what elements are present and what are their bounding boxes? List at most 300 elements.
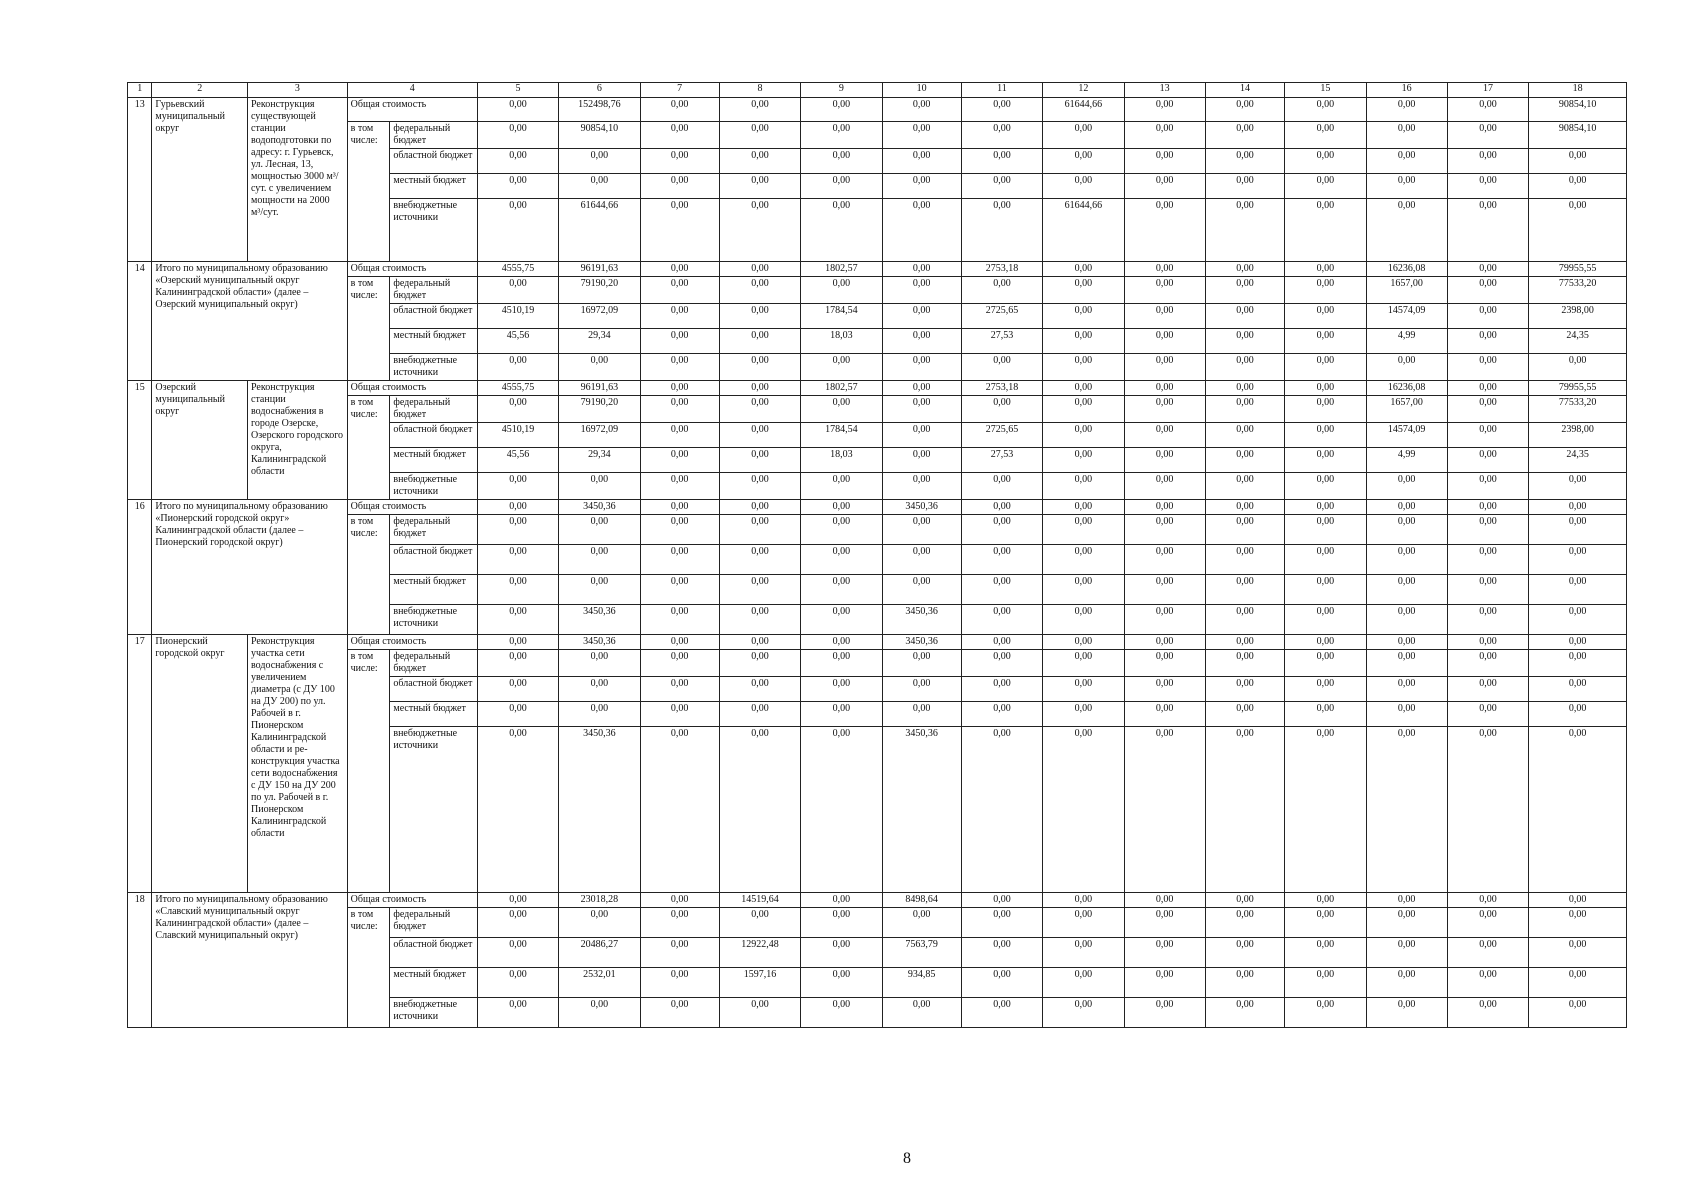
value-cell: 0,00	[640, 545, 719, 575]
municipality-name: Пионерский городской округ	[152, 635, 248, 893]
value-cell: 0,00	[1205, 545, 1284, 575]
value-cell: 0,00	[1124, 262, 1205, 277]
value-cell: 0,00	[640, 423, 719, 448]
column-number: 1	[128, 83, 152, 98]
value-cell: 0,00	[719, 98, 800, 122]
value-cell: 0,00	[640, 650, 719, 677]
value-cell: 27,53	[961, 448, 1042, 473]
value-cell: 0,00	[1124, 122, 1205, 149]
value-cell: 152498,76	[559, 98, 640, 122]
value-cell: 0,00	[961, 199, 1042, 262]
value-cell: 0,00	[640, 304, 719, 329]
value-cell: 0,00	[1205, 605, 1284, 635]
value-cell: 0,00	[1205, 149, 1284, 174]
value-cell: 0,00	[1043, 149, 1124, 174]
value-cell: 0,00	[1447, 149, 1528, 174]
value-cell: 18,03	[801, 448, 882, 473]
funding-source-label: федеральный бюджет	[390, 650, 477, 677]
value-cell: 0,00	[719, 448, 800, 473]
value-cell: 0,00	[1529, 473, 1627, 500]
value-cell: 2753,18	[961, 381, 1042, 396]
value-cell: 0,00	[1043, 277, 1124, 304]
value-cell: 0,00	[559, 702, 640, 727]
value-cell: 0,00	[1124, 473, 1205, 500]
value-cell: 0,00	[801, 702, 882, 727]
value-cell: 0,00	[1124, 545, 1205, 575]
value-cell: 4555,75	[477, 381, 558, 396]
value-cell: 0,00	[477, 938, 558, 968]
value-cell: 0,00	[1043, 473, 1124, 500]
value-cell: 0,00	[1205, 650, 1284, 677]
value-cell: 0,00	[882, 515, 961, 545]
value-cell: 0,00	[801, 727, 882, 893]
table-row	[128, 277, 1627, 304]
value-cell: 0,00	[1285, 122, 1366, 149]
value-cell: 0,00	[1366, 727, 1447, 893]
value-cell: 0,00	[1285, 500, 1366, 515]
value-cell: 0,00	[1124, 998, 1205, 1028]
value-cell: 0,00	[1529, 199, 1627, 262]
value-cell: 7563,79	[882, 938, 961, 968]
value-cell: 0,00	[1447, 354, 1528, 381]
value-cell: 0,00	[559, 650, 640, 677]
value-cell: 0,00	[961, 545, 1042, 575]
table-row	[128, 381, 1627, 396]
table-body	[128, 83, 1627, 1028]
value-cell: 0,00	[1124, 650, 1205, 677]
value-cell: 0,00	[1529, 938, 1627, 968]
value-cell: 0,00	[477, 908, 558, 938]
value-cell: 0,00	[719, 908, 800, 938]
row-number: 13	[128, 98, 152, 262]
value-cell: 96191,63	[559, 381, 640, 396]
value-cell: 0,00	[882, 473, 961, 500]
value-cell: 3450,36	[559, 605, 640, 635]
value-cell: 0,00	[882, 174, 961, 199]
value-cell: 0,00	[1529, 998, 1627, 1028]
funding-source-label: местный бюджет	[390, 702, 477, 727]
value-cell: 0,00	[477, 98, 558, 122]
table-row	[128, 650, 1627, 677]
value-cell: 0,00	[1285, 635, 1366, 650]
value-cell: 0,00	[1285, 199, 1366, 262]
value-cell: 0,00	[1205, 702, 1284, 727]
value-cell: 0,00	[719, 500, 800, 515]
table-row	[128, 908, 1627, 938]
funding-source-label: федеральный бюджет	[390, 277, 477, 304]
value-cell: 0,00	[961, 354, 1042, 381]
row-number: 15	[128, 381, 152, 500]
value-cell: 45,56	[477, 448, 558, 473]
value-cell: 0,00	[477, 500, 558, 515]
value-cell: 0,00	[961, 702, 1042, 727]
value-cell: 0,00	[1285, 702, 1366, 727]
value-cell: 0,00	[1205, 277, 1284, 304]
value-cell: 0,00	[640, 605, 719, 635]
value-cell: 0,00	[1285, 448, 1366, 473]
value-cell: 0,00	[640, 199, 719, 262]
value-cell: 0,00	[719, 122, 800, 149]
funding-source-label: областной бюджет	[390, 304, 477, 329]
column-number: 14	[1205, 83, 1284, 98]
value-cell: 0,00	[961, 98, 1042, 122]
value-cell: 0,00	[1205, 727, 1284, 893]
value-cell: 0,00	[719, 354, 800, 381]
value-cell: 0,00	[1366, 354, 1447, 381]
column-number: 13	[1124, 83, 1205, 98]
value-cell: 0,00	[719, 381, 800, 396]
value-cell: 0,00	[961, 500, 1042, 515]
funding-source-label: местный бюджет	[390, 968, 477, 998]
value-cell: 0,00	[1285, 650, 1366, 677]
value-cell: 4,99	[1366, 329, 1447, 354]
value-cell: 0,00	[1043, 354, 1124, 381]
funding-source-label: областной бюджет	[390, 677, 477, 702]
value-cell: 0,00	[559, 149, 640, 174]
value-cell: 0,00	[1043, 605, 1124, 635]
funding-source-label: внебюджетные источники	[390, 998, 477, 1028]
value-cell: 0,00	[801, 473, 882, 500]
funding-source-label: местный бюджет	[390, 448, 477, 473]
column-number: 6	[559, 83, 640, 98]
value-cell: 20486,27	[559, 938, 640, 968]
value-cell: 0,00	[559, 575, 640, 605]
value-cell: 0,00	[1366, 500, 1447, 515]
column-number: 17	[1447, 83, 1528, 98]
value-cell: 0,00	[801, 122, 882, 149]
value-cell: 0,00	[1124, 448, 1205, 473]
value-cell: 0,00	[1124, 575, 1205, 605]
value-cell: 27,53	[961, 329, 1042, 354]
value-cell: 0,00	[801, 515, 882, 545]
total-name: Итого по муниципальному образованию «Озерский муниципальный округ Калининградской области» (далее – Озерский муниципальный округ)	[152, 262, 347, 381]
funding-source-label: местный бюджет	[390, 575, 477, 605]
including-label: в том числе:	[347, 396, 390, 500]
value-cell: 0,00	[1366, 968, 1447, 998]
value-cell: 0,00	[1285, 174, 1366, 199]
value-cell: 1802,57	[801, 262, 882, 277]
value-cell: 0,00	[1043, 575, 1124, 605]
value-cell: 0,00	[1447, 605, 1528, 635]
value-cell: 0,00	[882, 545, 961, 575]
value-cell: 0,00	[1366, 575, 1447, 605]
column-number: 7	[640, 83, 719, 98]
budget-table	[127, 82, 1627, 1028]
value-cell: 0,00	[1124, 174, 1205, 199]
value-cell: 0,00	[1447, 702, 1528, 727]
project-description: Реконструкция существующей станции водоподготовки по адресу: г. Гурьевск, ул. Лесная, 13, мощностью 3000 м³/сут. с увеличением мощности на 2000 м³/сут.	[248, 98, 348, 262]
value-cell: 0,00	[882, 277, 961, 304]
value-cell: 0,00	[882, 396, 961, 423]
value-cell: 0,00	[1285, 575, 1366, 605]
value-cell: 0,00	[1205, 396, 1284, 423]
value-cell: 0,00	[1043, 329, 1124, 354]
value-cell: 2532,01	[559, 968, 640, 998]
value-cell: 0,00	[1529, 605, 1627, 635]
value-cell: 0,00	[640, 938, 719, 968]
funding-source-label: областной бюджет	[390, 423, 477, 448]
value-cell: 0,00	[1043, 304, 1124, 329]
value-cell: 0,00	[1447, 727, 1528, 893]
value-cell: 0,00	[1529, 893, 1627, 908]
value-cell: 0,00	[961, 650, 1042, 677]
value-cell: 0,00	[477, 149, 558, 174]
value-cell: 0,00	[640, 448, 719, 473]
value-cell: 0,00	[1529, 354, 1627, 381]
value-cell: 90854,10	[1529, 98, 1627, 122]
value-cell: 16236,08	[1366, 381, 1447, 396]
value-cell: 2725,65	[961, 304, 1042, 329]
value-cell: 0,00	[801, 149, 882, 174]
total-cost-label: Общая стоимость	[347, 262, 477, 277]
value-cell: 0,00	[559, 473, 640, 500]
value-cell: 0,00	[801, 500, 882, 515]
value-cell: 0,00	[640, 575, 719, 605]
value-cell: 0,00	[1447, 515, 1528, 545]
value-cell: 0,00	[882, 329, 961, 354]
table-row	[128, 500, 1627, 515]
value-cell: 0,00	[640, 354, 719, 381]
table-row	[128, 635, 1627, 650]
value-cell: 0,00	[1447, 277, 1528, 304]
value-cell: 3450,36	[882, 500, 961, 515]
value-cell: 0,00	[1447, 998, 1528, 1028]
value-cell: 0,00	[961, 635, 1042, 650]
value-cell: 0,00	[1285, 149, 1366, 174]
value-cell: 0,00	[1124, 605, 1205, 635]
value-cell: 0,00	[1366, 122, 1447, 149]
table-row	[128, 515, 1627, 545]
value-cell: 0,00	[961, 908, 1042, 938]
value-cell: 0,00	[1124, 893, 1205, 908]
value-cell: 0,00	[961, 893, 1042, 908]
value-cell: 0,00	[719, 199, 800, 262]
value-cell: 0,00	[1447, 262, 1528, 277]
value-cell: 0,00	[1366, 702, 1447, 727]
value-cell: 0,00	[1447, 545, 1528, 575]
value-cell: 0,00	[882, 575, 961, 605]
value-cell: 0,00	[719, 515, 800, 545]
value-cell: 0,00	[1205, 304, 1284, 329]
including-label: в том числе:	[347, 515, 390, 635]
value-cell: 0,00	[1285, 605, 1366, 635]
column-number: 8	[719, 83, 800, 98]
value-cell: 0,00	[559, 354, 640, 381]
value-cell: 0,00	[477, 727, 558, 893]
value-cell: 0,00	[1043, 702, 1124, 727]
value-cell: 0,00	[1366, 149, 1447, 174]
value-cell: 0,00	[1285, 98, 1366, 122]
value-cell: 0,00	[1285, 396, 1366, 423]
value-cell: 0,00	[1529, 908, 1627, 938]
value-cell: 0,00	[1285, 473, 1366, 500]
value-cell: 0,00	[1205, 575, 1284, 605]
value-cell: 0,00	[477, 635, 558, 650]
value-cell: 1657,00	[1366, 396, 1447, 423]
value-cell: 0,00	[1529, 635, 1627, 650]
value-cell: 0,00	[961, 998, 1042, 1028]
value-cell: 0,00	[801, 277, 882, 304]
value-cell: 0,00	[1205, 381, 1284, 396]
value-cell: 0,00	[882, 262, 961, 277]
value-cell: 0,00	[1366, 98, 1447, 122]
value-cell: 0,00	[1124, 329, 1205, 354]
value-cell: 2398,00	[1529, 304, 1627, 329]
value-cell: 0,00	[1205, 354, 1284, 381]
value-cell: 0,00	[801, 635, 882, 650]
value-cell: 0,00	[1124, 149, 1205, 174]
value-cell: 0,00	[1447, 381, 1528, 396]
value-cell: 0,00	[640, 396, 719, 423]
value-cell: 0,00	[1205, 329, 1284, 354]
value-cell: 0,00	[1205, 908, 1284, 938]
value-cell: 77533,20	[1529, 277, 1627, 304]
value-cell: 0,00	[801, 174, 882, 199]
total-cost-label: Общая стоимость	[347, 500, 477, 515]
value-cell: 0,00	[1285, 677, 1366, 702]
value-cell: 0,00	[477, 473, 558, 500]
value-cell: 1784,54	[801, 423, 882, 448]
value-cell: 0,00	[801, 677, 882, 702]
value-cell: 0,00	[1447, 650, 1528, 677]
column-number: 12	[1043, 83, 1124, 98]
value-cell: 0,00	[1447, 174, 1528, 199]
value-cell: 0,00	[961, 605, 1042, 635]
value-cell: 0,00	[1124, 304, 1205, 329]
value-cell: 0,00	[1043, 500, 1124, 515]
value-cell: 2753,18	[961, 262, 1042, 277]
value-cell: 0,00	[1205, 500, 1284, 515]
table-row	[128, 893, 1627, 908]
value-cell: 0,00	[1124, 423, 1205, 448]
value-cell: 0,00	[1285, 998, 1366, 1028]
value-cell: 0,00	[1447, 448, 1528, 473]
value-cell: 0,00	[1124, 396, 1205, 423]
value-cell: 0,00	[719, 277, 800, 304]
value-cell: 0,00	[640, 277, 719, 304]
value-cell: 0,00	[559, 515, 640, 545]
column-number: 2	[152, 83, 248, 98]
value-cell: 0,00	[1285, 423, 1366, 448]
value-cell: 0,00	[882, 998, 961, 1028]
value-cell: 79190,20	[559, 396, 640, 423]
value-cell: 0,00	[719, 149, 800, 174]
value-cell: 0,00	[882, 381, 961, 396]
page-number: 8	[903, 1150, 911, 1167]
value-cell: 0,00	[1447, 677, 1528, 702]
value-cell: 0,00	[559, 545, 640, 575]
value-cell: 0,00	[477, 174, 558, 199]
value-cell: 1597,16	[719, 968, 800, 998]
value-cell: 0,00	[719, 396, 800, 423]
value-cell: 0,00	[801, 545, 882, 575]
value-cell: 0,00	[1124, 968, 1205, 998]
value-cell: 0,00	[801, 650, 882, 677]
value-cell: 61644,66	[559, 199, 640, 262]
value-cell: 4,99	[1366, 448, 1447, 473]
value-cell: 79955,55	[1529, 262, 1627, 277]
column-number: 3	[248, 83, 348, 98]
budget-table-sheet	[127, 82, 1627, 1028]
value-cell: 0,00	[882, 448, 961, 473]
value-cell: 77533,20	[1529, 396, 1627, 423]
value-cell: 0,00	[961, 122, 1042, 149]
value-cell: 0,00	[719, 545, 800, 575]
value-cell: 0,00	[477, 575, 558, 605]
value-cell: 4510,19	[477, 304, 558, 329]
value-cell: 0,00	[1124, 199, 1205, 262]
value-cell: 0,00	[640, 635, 719, 650]
funding-source-label: внебюджетные источники	[390, 605, 477, 635]
value-cell: 0,00	[1124, 277, 1205, 304]
value-cell: 0,00	[1124, 515, 1205, 545]
value-cell: 0,00	[801, 605, 882, 635]
value-cell: 0,00	[1529, 575, 1627, 605]
value-cell: 0,00	[1285, 545, 1366, 575]
value-cell: 0,00	[801, 396, 882, 423]
value-cell: 0,00	[1205, 98, 1284, 122]
value-cell: 0,00	[961, 149, 1042, 174]
value-cell: 0,00	[719, 605, 800, 635]
value-cell: 0,00	[1043, 448, 1124, 473]
value-cell: 0,00	[477, 893, 558, 908]
value-cell: 24,35	[1529, 448, 1627, 473]
value-cell: 0,00	[1205, 448, 1284, 473]
value-cell: 0,00	[1366, 908, 1447, 938]
value-cell: 0,00	[882, 149, 961, 174]
value-cell: 0,00	[882, 98, 961, 122]
value-cell: 0,00	[559, 908, 640, 938]
value-cell: 0,00	[1205, 893, 1284, 908]
value-cell: 0,00	[477, 122, 558, 149]
value-cell: 0,00	[1124, 727, 1205, 893]
total-cost-label: Общая стоимость	[347, 98, 477, 122]
value-cell: 0,00	[477, 277, 558, 304]
value-cell: 0,00	[477, 515, 558, 545]
value-cell: 96191,63	[559, 262, 640, 277]
value-cell: 2725,65	[961, 423, 1042, 448]
value-cell: 0,00	[719, 423, 800, 448]
value-cell: 0,00	[640, 515, 719, 545]
value-cell: 0,00	[640, 473, 719, 500]
value-cell: 0,00	[1285, 908, 1366, 938]
value-cell: 0,00	[1124, 702, 1205, 727]
value-cell: 0,00	[1529, 500, 1627, 515]
value-cell: 0,00	[1043, 968, 1124, 998]
value-cell: 0,00	[1043, 938, 1124, 968]
funding-source-label: внебюджетные источники	[390, 727, 477, 893]
funding-source-label: внебюджетные источники	[390, 473, 477, 500]
value-cell: 0,00	[1366, 174, 1447, 199]
value-cell: 0,00	[719, 473, 800, 500]
value-cell: 0,00	[1447, 122, 1528, 149]
value-cell: 61644,66	[1043, 98, 1124, 122]
value-cell: 0,00	[640, 262, 719, 277]
value-cell: 90854,10	[559, 122, 640, 149]
value-cell: 0,00	[1529, 727, 1627, 893]
value-cell: 0,00	[1529, 650, 1627, 677]
value-cell: 0,00	[1205, 938, 1284, 968]
value-cell: 0,00	[1529, 149, 1627, 174]
value-cell: 14574,09	[1366, 304, 1447, 329]
value-cell: 0,00	[1124, 381, 1205, 396]
value-cell: 0,00	[1366, 938, 1447, 968]
value-cell: 0,00	[961, 968, 1042, 998]
value-cell: 0,00	[1205, 473, 1284, 500]
funding-source-label: внебюджетные источники	[390, 199, 477, 262]
value-cell: 0,00	[477, 545, 558, 575]
table-row	[128, 396, 1627, 423]
